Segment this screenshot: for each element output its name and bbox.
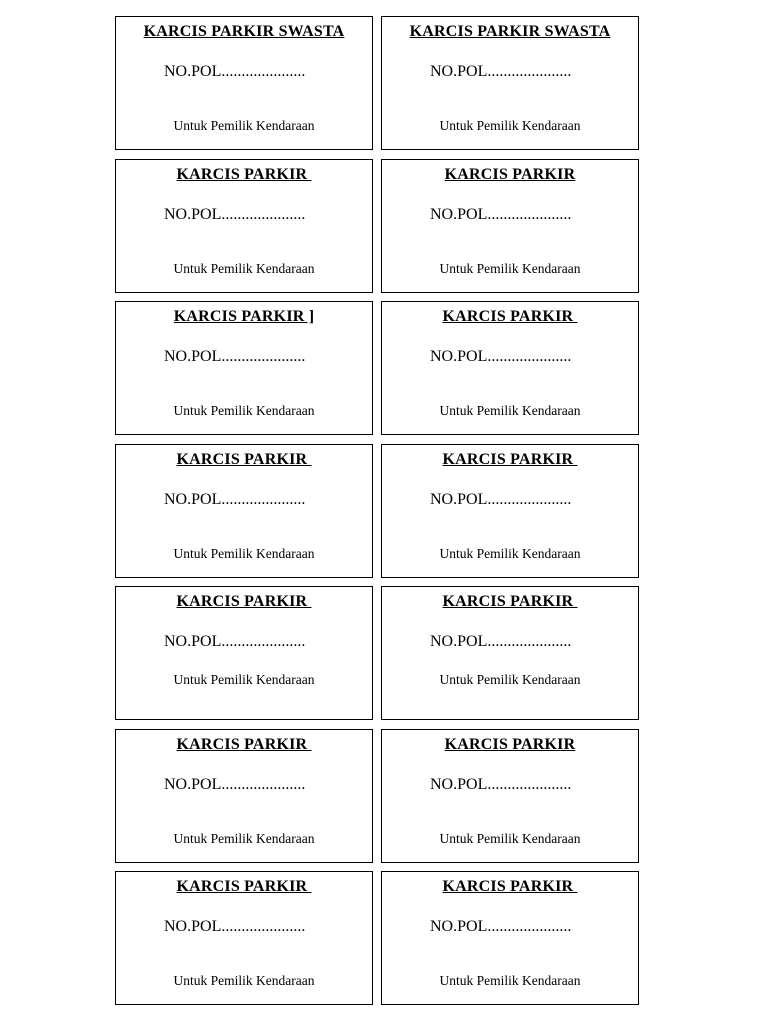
plate-number-line: NO.POL..................... bbox=[430, 490, 572, 508]
ticket-row bbox=[115, 729, 639, 863]
plate-number-line: NO.POL..................... bbox=[430, 775, 572, 793]
ticket-owner-note: Untuk Pemilik Kendaraan bbox=[439, 973, 581, 988]
ticket-row bbox=[115, 159, 639, 293]
ticket-row bbox=[115, 301, 639, 435]
ticket-title: KARCIS PARKIR SWASTA bbox=[409, 23, 611, 40]
parking-ticket bbox=[381, 159, 639, 293]
plate-number-line: NO.POL..................... bbox=[430, 205, 572, 223]
ticket-title: KARCIS PARKIR bbox=[442, 450, 578, 468]
ticket-title: KARCIS PARKIR bbox=[442, 593, 578, 610]
ticket-title: KARCIS PARKIR bbox=[442, 308, 578, 325]
ticket-title: KARCIS PARKIR ] bbox=[173, 308, 315, 325]
ticket-title: KARCIS PARKIR SWASTA bbox=[143, 23, 345, 40]
ticket-owner-note: Untuk Pemilik Kendaraan bbox=[173, 672, 315, 687]
ticket-title: KARCIS PARKIR bbox=[176, 878, 312, 895]
ticket-row bbox=[115, 586, 639, 720]
parking-ticket bbox=[381, 444, 639, 578]
ticket-owner-note: Untuk Pemilik Kendaraan bbox=[439, 260, 581, 276]
ticket-owner-note: Untuk Pemilik Kendaraan bbox=[173, 118, 315, 133]
plate-number-line: NO.POL..................... bbox=[430, 348, 572, 365]
ticket-owner-note: Untuk Pemilik Kendaraan bbox=[439, 545, 581, 561]
plate-number-line: NO.POL..................... bbox=[164, 348, 306, 365]
ticket-owner-note: Untuk Pemilik Kendaraan bbox=[439, 830, 581, 846]
parking-ticket bbox=[115, 301, 373, 435]
parking-ticket bbox=[115, 729, 373, 863]
ticket-owner-note: Untuk Pemilik Kendaraan bbox=[173, 973, 315, 988]
ticket-owner-note: Untuk Pemilik Kendaraan bbox=[173, 545, 315, 561]
ticket-row bbox=[115, 871, 639, 1005]
plate-number-line: NO.POL..................... bbox=[430, 63, 572, 80]
plate-number-line: NO.POL..................... bbox=[164, 63, 306, 80]
parking-ticket bbox=[381, 729, 639, 863]
plate-number-line: NO.POL..................... bbox=[430, 633, 572, 650]
ticket-row bbox=[115, 444, 639, 578]
parking-ticket bbox=[115, 444, 373, 578]
ticket-sheet bbox=[115, 16, 639, 1014]
ticket-row bbox=[115, 16, 639, 150]
ticket-title: KARCIS PARKIR bbox=[442, 878, 578, 895]
ticket-title: KARCIS PARKIR bbox=[444, 165, 576, 183]
ticket-title: KARCIS PARKIR bbox=[176, 735, 312, 753]
parking-ticket bbox=[381, 871, 639, 1005]
parking-ticket bbox=[115, 871, 373, 1005]
parking-ticket bbox=[381, 586, 639, 720]
plate-number-line: NO.POL..................... bbox=[164, 918, 306, 935]
ticket-owner-note: Untuk Pemilik Kendaraan bbox=[439, 403, 581, 418]
plate-number-line: NO.POL..................... bbox=[164, 633, 306, 650]
ticket-owner-note: Untuk Pemilik Kendaraan bbox=[439, 672, 581, 687]
ticket-owner-note: Untuk Pemilik Kendaraan bbox=[173, 403, 315, 418]
ticket-owner-note: Untuk Pemilik Kendaraan bbox=[439, 118, 581, 133]
parking-ticket bbox=[115, 16, 373, 150]
parking-ticket bbox=[115, 586, 373, 720]
ticket-owner-note: Untuk Pemilik Kendaraan bbox=[173, 830, 315, 846]
ticket-title: KARCIS PARKIR bbox=[444, 735, 576, 753]
parking-ticket bbox=[115, 159, 373, 293]
ticket-title: KARCIS PARKIR bbox=[176, 165, 312, 183]
parking-ticket bbox=[381, 301, 639, 435]
plate-number-line: NO.POL..................... bbox=[164, 775, 306, 793]
plate-number-line: NO.POL..................... bbox=[430, 918, 572, 935]
ticket-owner-note: Untuk Pemilik Kendaraan bbox=[173, 260, 315, 276]
ticket-title: KARCIS PARKIR bbox=[176, 450, 312, 468]
ticket-title: KARCIS PARKIR bbox=[176, 593, 312, 610]
parking-ticket bbox=[381, 16, 639, 150]
plate-number-line: NO.POL..................... bbox=[164, 205, 306, 223]
plate-number-line: NO.POL..................... bbox=[164, 490, 306, 508]
